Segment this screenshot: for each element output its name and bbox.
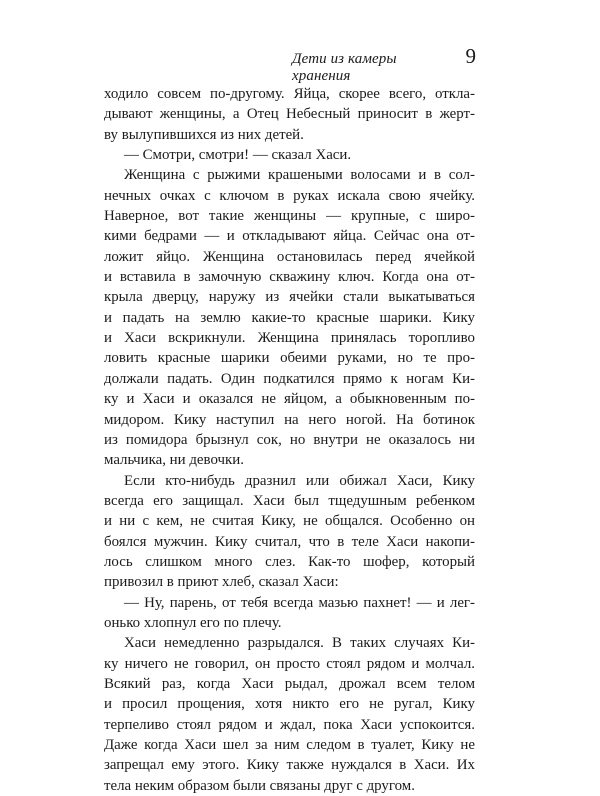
text-line: и вставила в замочную скважину ключ. Когда она от- [104,269,475,286]
text-line: Всякий раз, когда Хаси рыдал, дрожал всем телом [104,675,475,692]
text-line: мидором. Кику наступил на него ногой. На ботинок [104,411,475,428]
text-line: ку ничего не говорил, он просто стоял рядом и молчал. [104,655,475,672]
text-line: боялся мужчин. Кику считал, что в теле Хаси накопи- [104,533,475,550]
running-title: Дети из камеры хранения [292,51,397,84]
text-line: ходило совсем по-другому. Яйца, скорее всего, откла- [104,86,475,102]
text-line: онько хлопнул его по плечу. [104,614,282,631]
text-line: и падать на землю какие-то красные шарики. Кику [104,309,475,326]
page-number: 9 [465,44,476,68]
text-line: запрещал ему этого. Кику также нуждался в Хаси. Их [104,757,475,774]
text-line: и просил прощения, хотя никто его не ругал, Кику [104,696,475,713]
text-line: нечных очках с ключом в руках искала свою ячейку. [104,187,475,204]
text-line: из помидора брызнул сок, но внутри не оказалось ни [104,431,475,448]
text-line: всегда его защищал. Хаси был тщедушным ребенком [104,492,475,509]
text-line: и ни с кем, не считая Кику, не общался. Особенно он [104,513,475,530]
text-line: Наверное, вот такие женщины — крупные, с широ- [104,208,475,225]
text-line: мальчика, ни девочки. [104,452,244,469]
text-line: лось слишком много слез. Как-то шофер, который [104,553,475,570]
text-line: дывают женщины, а Отец Небесный приносит в жерт- [104,106,475,123]
text-line: Если кто-нибудь дразнил или обижал Хаси, Кику [124,472,475,489]
text-line: ву вылупившихся из них детей. [104,126,304,143]
text-line: Даже когда Хаси шел за ним следом в туалет, Кику не [104,737,475,753]
text-line: Женщина с рыжими крашеными волосами и в сол- [124,167,475,184]
text-line: крыла дверцу, наружу из ячейки стали выкатываться [104,289,475,306]
text-line: Хаси немедленно разрыдался. В таких случаях Ки- [124,635,475,652]
running-header [292,44,476,84]
text-line: — Ну, парень, от тебя всегда мазью пахнет! — и лег- [124,594,475,611]
text-line: кими бедрами — и откладывают яйца. Сейчас она от- [104,228,475,245]
text-line: тела неким образом были связаны друг с другом. [104,777,415,794]
text-line: должали падать. Один подкатился прямо к ногам Ки- [104,370,475,387]
text-line: и Хаси вскрикнули. Женщина принялась торопливо [104,330,475,347]
text-line: ложит яйцо. Женщина остановилась перед ячейкой [104,248,475,265]
text-line: ловить красные шарики обеими руками, но те про- [104,350,475,367]
text-line: ку и Хаси и оказался не яйцом, а обыкновенным по- [104,391,475,408]
text-line: терпеливо стоял рядом и ждал, пока Хаси успокоится. [104,716,475,733]
text-line: — Смотри, смотри! — сказал Хаси. [124,147,352,164]
body-text [104,84,475,796]
text-line: привозил в приют хлеб, сказал Хаси: [104,574,339,591]
